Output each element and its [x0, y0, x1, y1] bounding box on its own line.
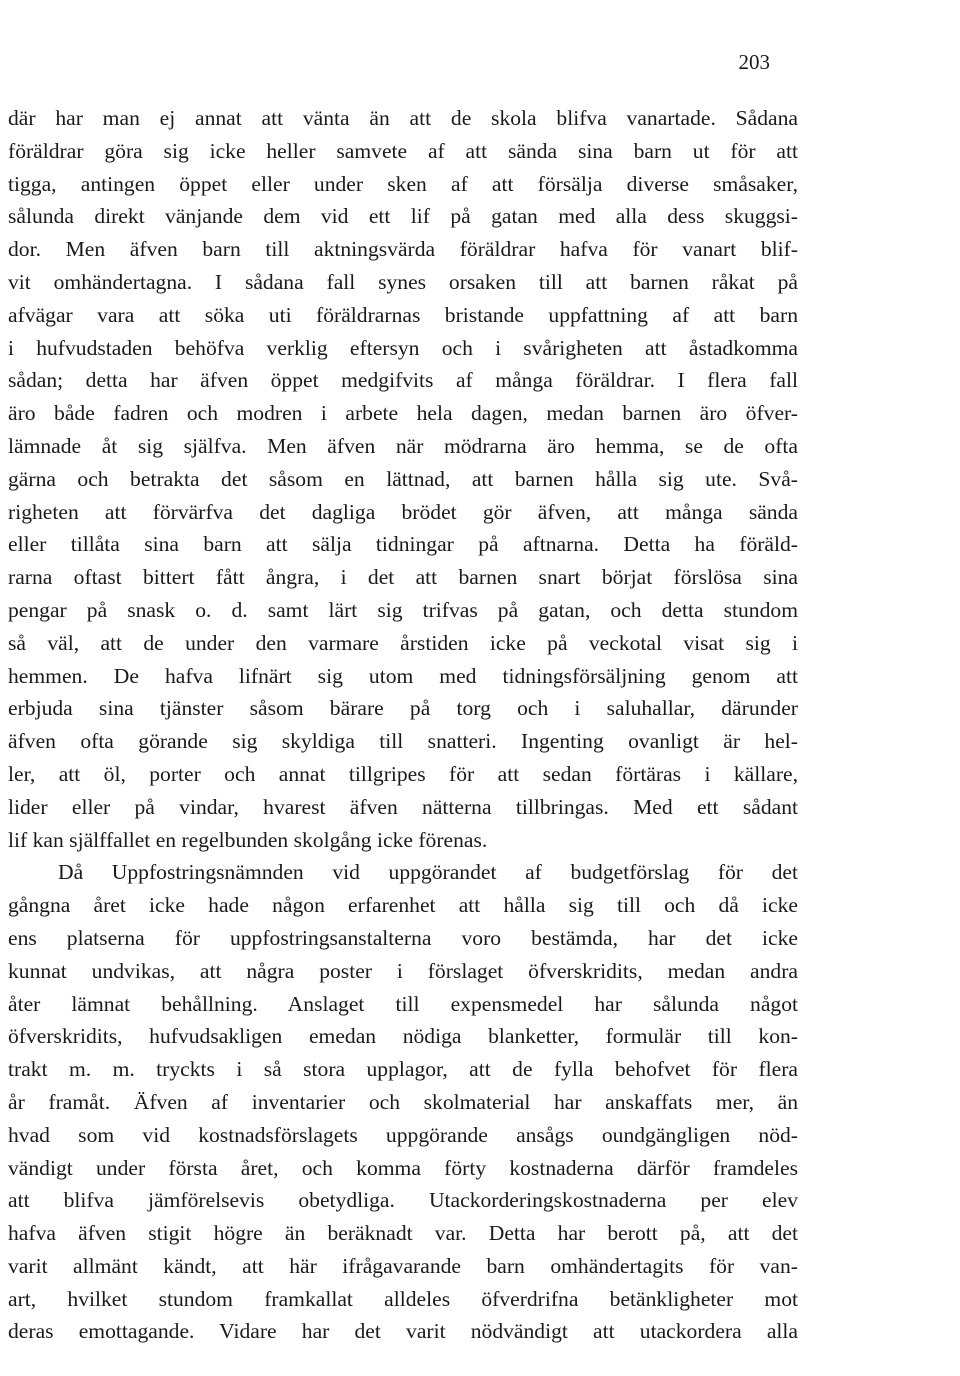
text-line: lif kan själffallet en regelbunden skolgång icke förenas. — [8, 827, 488, 852]
text-line: äfven ofta görande sig skyldiga till snatteri. Ingenting ovanligt är hel- — [8, 729, 798, 754]
text-line: föräldrar göra sig icke heller samvete af att sända sina barn ut för att — [8, 138, 798, 163]
text-line: afvägar vara att söka uti föräldrarnas bristande uppfattning af att barn — [8, 302, 798, 327]
text-line: art, hvilket stundom framkallat alldeles öfverdrifna betänkligheter mot — [8, 1286, 798, 1311]
text-line: Då Uppfostringsnämnden vid uppgörandet af budgetförslag för det — [58, 860, 798, 885]
text-line: åter lämnat behållning. Anslaget till expensmedel har sålunda något — [8, 991, 798, 1016]
body-text — [8, 102, 798, 1348]
text-line: pengar på snask o. d. samt lärt sig trifvas på gatan, och detta stundom — [8, 597, 798, 622]
text-line: eller tillåta sina barn att sälja tidningar på aftnarna. Detta ha föräld- — [8, 532, 798, 557]
text-line: vändigt under första året, och komma förty kostnaderna därför framdeles — [8, 1155, 798, 1180]
text-line: äro både fadren och modren i arbete hela dagen, medan barnen äro öfver- — [8, 401, 798, 426]
text-line: gärna och betrakta det såsom en lättnad, att barnen hålla sig ute. Svå- — [8, 466, 798, 491]
text-line: ler, att öl, porter och annat tillgripes för att sedan förtäras i källare, — [8, 761, 798, 786]
text-line: hemmen. De hafva lifnärt sig utom med tidningsförsäljning genom att — [8, 663, 798, 688]
text-line: gångna året icke hade någon erfarenhet att hålla sig till och då icke — [8, 893, 798, 918]
text-line: så väl, att de under den varmare årstiden icke på veckotal visat sig i — [8, 630, 798, 655]
text-line: kunnat undvikas, att några poster i förslaget öfverskridits, medan andra — [8, 958, 798, 983]
text-line: hvad som vid kostnadsförslagets uppgörande ansågs oundgängligen nöd- — [8, 1122, 798, 1147]
paragraph — [8, 856, 798, 1348]
text-line: sådan; detta har äfven öppet medgifvits af många föräldrar. I flera fall — [8, 368, 798, 393]
text-line: lider eller på vindar, hvarest äfven nätterna tillbringas. Med ett sådant — [8, 794, 798, 819]
text-line: ens platserna för uppfostringsanstalterna voro bestämda, har det icke — [8, 925, 798, 950]
text-line: erbjuda sina tjänster såsom bärare på torg och i saluhallar, därunder — [8, 696, 798, 721]
text-line: öfverskridits, hufvudsakligen emedan nödiga blanketter, formulär till kon- — [8, 1024, 798, 1049]
text-line: righeten att förvärfva det dagliga brödet gör äfven, att många sända — [8, 499, 798, 524]
text-line: i hufvudstaden behöfva verklig eftersyn och i svårigheten att åstadkomma — [8, 335, 798, 360]
text-line: trakt m. m. tryckts i så stora upplagor, att de fylla behofvet för flera — [8, 1057, 798, 1082]
text-line: rarna oftast bittert fått ångra, i det att barnen snart börjat förslösa sina — [8, 565, 798, 590]
text-line: år framåt. Äfven af inventarier och skolmaterial har anskaffats mer, än — [8, 1089, 798, 1114]
text-line: där har man ej annat att vänta än att de skola blifva vanartade. Sådana — [8, 106, 798, 130]
text-line: tigga, antingen öppet eller under sken af att försälja diverse småsaker, — [8, 171, 798, 196]
text-line: lämnade åt sig själfva. Men äfven när mödrarna äro hemma, se de ofta — [8, 433, 798, 458]
page-number: 203 — [738, 50, 770, 74]
text-line: deras emottagande. Vidare har det varit nödvändigt att utackordera alla — [8, 1319, 798, 1344]
text-line: sålunda direkt vänjande dem vid ett lif på gatan med alla dess skuggsi- — [8, 204, 798, 229]
text-line: hafva äfven stigit högre än beräknadt var. Detta har berott på, att det — [8, 1221, 798, 1246]
text-line: att blifva jämförelsevis obetydliga. Utackorderingskostnaderna per elev — [8, 1188, 798, 1213]
text-line: dor. Men äfven barn till aktningsvärda föräldrar hafva för vanart blif- — [8, 237, 798, 262]
text-line: varit allmänt kändt, att här ifrågavarande barn omhändertagits för van- — [8, 1253, 798, 1278]
text-line: vit omhändertagna. I sådana fall synes orsaken till att barnen råkat på — [8, 269, 798, 294]
paragraph — [8, 102, 798, 856]
